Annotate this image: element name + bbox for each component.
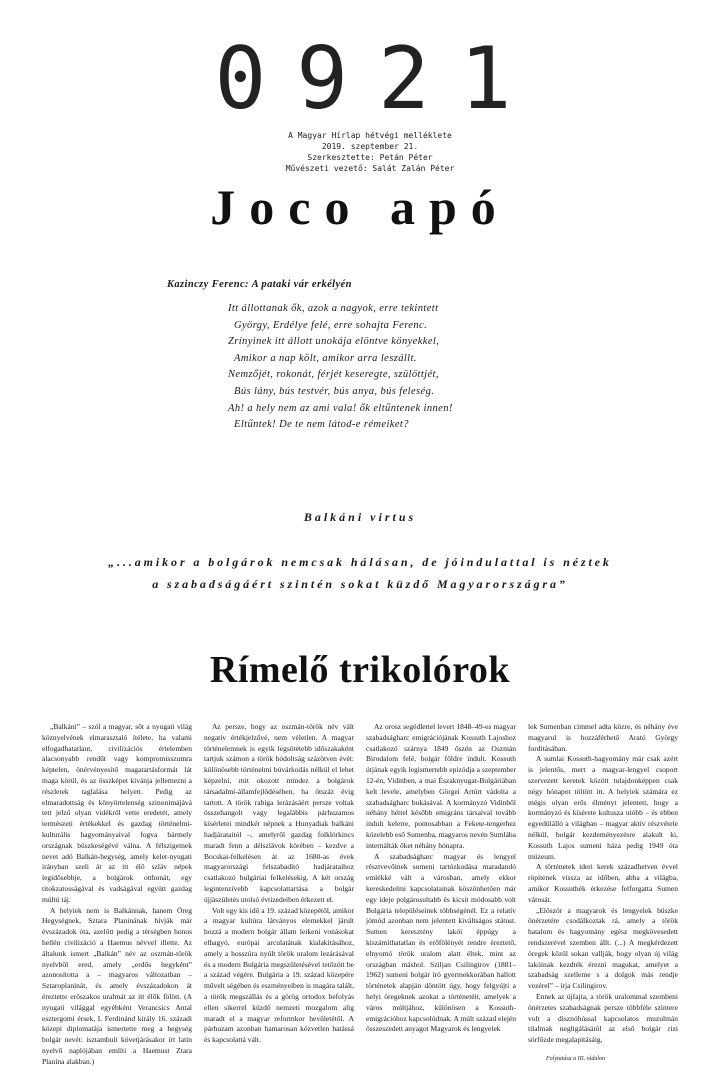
poem-line: Eltűntek! De te nem látod-e rémeiket?: [234, 419, 409, 431]
masthead-number: 0921: [214, 29, 542, 129]
paragraph: Volt egy kis idő a 19. század közepétől, amikor a magyar kultúra látványos elemekkel járult hozzá a modern bolgár állam leikeni vonásokat elhagyó, európai arculatának kialakításához, amely a hosszúra nyúlt török uralom lezárásával és a modern Bulgária megszületésével tetőzött be a század végére. Bulgária a 19. század közepére művelt ségében és eszményeiben is magára talált, a török megszállás és a görög ortodox befolyás ellen sikerrel küzdő nemzeti mozgalom alig maradt el a magyar reformkor hevületétől. A párhuzam azonban hamarosan közvetlen hatássá és kapcsolattá vált.: [204, 905, 354, 1045]
section-heading: Balkáni virtus: [303, 510, 417, 524]
paragraph: A helyiek nem is Balkánnak, hanem Öreg Hegységnek, Sztara Planinának hívják már évszázadok óta, azelőtt pedig a térségben honos hellén civilizáció a Haemus névvel illette. Az általunk ismert „Balkán” név az oszmán-török nyelvből ered, amely „erdős hegyként” azonosította a – magyaros változatban – Sztaroplaninát, és amely évszázadokon át éreztette erőszakos uralmát az itt élők fölött. (A nyugati világgal egyébként Verancsics Antal esztergomi érsek, I. Ferdinánd király 16. századi közepi diplomatája ismertette meg a hegység bolgár nevét: isztambuli követjárásakor írt latin nyelvű naplójában említi a Haemust Ztara Planina alakban.): [42, 905, 192, 1066]
pull-quote: [0, 551, 720, 595]
colophon: [200, 130, 540, 174]
poem-heading: Kazinczy Ferenc: A pataki vár erkélyén: [167, 279, 352, 290]
poem: [228, 301, 488, 434]
colophon-editor: Szerkesztette: Petán Péter: [307, 153, 433, 162]
paragraph: Az persze, hogy az oszmán-török név vált negatív értékjelzővé, nem véletlen. A magyar történelemnek is egyik legsötétebb időszakaként tartjuk számon a török hódoltság százötven évét: különösebb történelmi búvárkodás nélkül el lehet képzelni, mit okozott mindez a bolgárok társadalmi-államfejlődésében, ha ötszáz évig tartott. A török rabiga lerázásáért persze voltak összehangolt vagy legalábbis párhuzamos kísérletei mindkét népnek a Hunyadiak balkáni hadjárataitól –, amelyről gazdag folklórkincs maradt fenn a délszlávok körében – kezdve a Bocskai-felkelésen át az 1680-as évek magyarországi felszabadító hadjárataihoz csatlakozó bulgáriai felkelésekig. A két ország legintenzívebb kapcsolattartása a bolgár újjászületés utolsó évtizedeiben érkezett el.: [204, 722, 354, 904]
article-column-3: [366, 722, 516, 1068]
pull-quote-line: a szabadságáért szintén sokat küzdő Magyarországra”: [152, 577, 568, 591]
colophon-date: 2019. szeptember 21.: [321, 142, 419, 151]
article-body: [42, 722, 678, 1068]
pull-quote-line: „...amikor a bolgárok nemcsak hálásan, de jóindulattal is néztek: [108, 555, 612, 569]
poem-line: Bús lány, bús testvér, bús anya, bús feleség.: [234, 385, 435, 397]
headline-primary: Joco apó: [210, 179, 510, 235]
poem-line: Ah! a hely nem az ami vala! ők eltűntenek innen!: [228, 402, 453, 414]
paragraph: A szabadságharc magyar és lengyel résztvevőinek sumeni tartózkodása maradandó emlékké vált a városban, amely ekkor kereskedelmi kapcsolatainak köszönhetően már egy ideje polgárosultabb és kicsit módosabb volt Bulgária településeinek többségénél. Ez a relatív jómód azonban nem jelentett kiváltságos státust. Sumen keresztény lakói éppúgy a kiszámíthatatlan és erőfölényét rendre éreztető, elnyomó török uralom alatt éltek, mint az országban máshol. Sziljan Csilingirov (1881–1962) sumeni bolgár író gyermekkorában hallott történetek alapján döntött úgy, hogy felgyújti a helyi öregeknek azokat a történetéit, amelyek a város múltjához, különösen a Kossuth-emigrációhoz kapcsolódnak. A múlt század elején összeszedett anyagot Magyarok és lengyelek: [366, 851, 516, 1034]
paragraph: Az orosz segédlettel levert 1848–49-es magyar szabadságharc emigrációjának Kossuth Lajoshoz csatlakozó szárnya 1849 őszén az Oszmán Birodalom felé, bolgár földre indult. Kossuth útjának egyik legismertebb epizódja a szeptember 12-én, Vidinben, a mai Északnyugat-Bulgáriában kelt levele, amelyben Görgei Artúrt vádolta a szabadságharc bukásával. A kormányzó Vidinből néhány héttel később emigráns társaival tovább indult keletre, pontosabban a Fekete-tengerhez közelebb eső Sumenba, magyaros nevén Sumlába internálták őket néhány hónapra.: [366, 722, 516, 850]
poem-line: Nemzőjét, rokonát, férjét keseregte, szülöttjét,: [228, 369, 439, 381]
poem-line: Itt állottanak ők, azok a nagyok, erre tekintett: [228, 303, 439, 314]
paragraph: A történetek ideri kerek századhetven évvel röpitenek vissza az időben, abba a világba, amikor Kossuthék érkezése felforgatta Sumen városát.: [528, 862, 678, 904]
paragraph: „Először a magyarok és lengyelek büszke önérzetére csodálkoztak rá, amely a török hatalom és hagyomány egész megkövesedett rendszerével szemben állt. (...) A megkérdezett öregek közül sokan vallják, hogy olyan új világ lakóinak kezdték érezni magukat, amelyet a szabadság szelleme s a dolgok más rendje vezérel” – írja Csilingirov.: [528, 905, 678, 991]
poem-line: György, Erdélye felé, erre sohajta Ferenc.: [234, 319, 428, 331]
continued-note: Folytatása a III. oldalon: [546, 1055, 605, 1062]
paragraph: Ennek az újfajta, a török uralommal szembeni önérzetes szabadságnak persze többféle szintere volt a disznóhússal kapcsolatos muzulmán tilalmak negligálásától az első bolgár rizi sörfőzde megalapításáig.: [528, 991, 678, 1045]
paragraph: lek Sumenban címmel adta közre, és néhány éve magyarul is hozzáférhető Arató György fordításában.: [528, 722, 678, 753]
paragraph: A sumlai Kossuth-hagyomány már csak azért is jelentős, mert a magyar-lengyel csoport szervezett keretek között tulajdonképpen csak négy hónapot töltött itt. A helyiek számára ez mégis olyan erős élményt jelentett, hogy a kormányzó és kísérete kultusza utóbb – és ebben egyedülálló a világban – magyar aktív részvétele nélkül, bolgár kezdeményezésre alakult ki, Kossuth Lajos sumeni háza pedig 1949 óta múzeum.: [528, 754, 678, 861]
article-column-4: [528, 722, 678, 1068]
article-column-1: [42, 722, 192, 1068]
paragraph: „Balkáni” – szól a magyar, sőt a nyugati világ köznyelvének elmarasztaló ítélete, ha valami elfogadhatatlant, civilizációs értelemben alacsonyabb rendűt vagy kompromisszumra képtelen, önérvényesítő magatartásformát lát maga körül, és az összképet kívánja jellemezni a részletek taglalása helyett. Pedig az elmaradottság és könyörtelenség szinonimájává tett jelző olyan vidékről vette eredetét, amely természeti értékekkel és gazdag történelmi-kulturális hagyományaival fogva bármely országnak büszkeségévé válna. A félszigetnek nevet adó Balkán-hegység, amely kelet-nyugati irányban szeli át az itt élő szláv népek legidősebbje, a bolgárok otthonát, egy titokzatosságával és vadságával együtt gazdag múltú táj.: [42, 722, 192, 904]
headline-article: Rímelő trikolórok: [209, 649, 511, 691]
colophon-line: A Magyar Hírlap hétvégi melléklete: [288, 131, 452, 140]
poem-line: Zrínyinek itt állott unokája elöntve könyekkel,: [228, 336, 440, 348]
poem-line: Amikor a nap költ, amikor arra leszállt.: [234, 352, 417, 364]
article-column-2: [204, 722, 354, 1068]
colophon-art-director: Művészeti vezető: Salát Zalán Péter: [285, 164, 455, 173]
